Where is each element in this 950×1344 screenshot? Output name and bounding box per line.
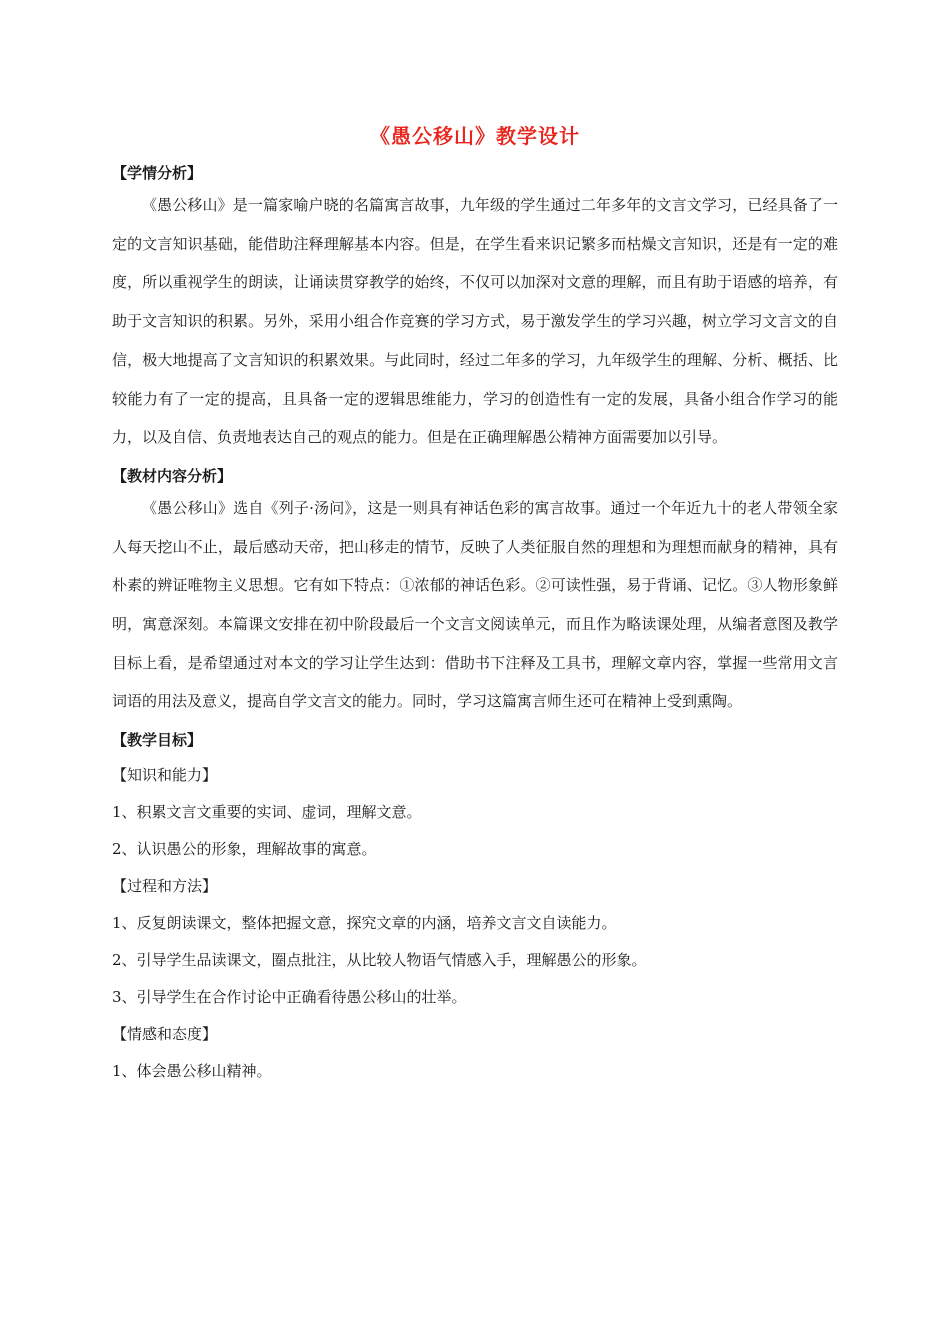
section-heading-teaching-goals: 【教学目标】: [112, 731, 203, 750]
subheading-knowledge-ability: 【知识和能力】: [112, 766, 218, 785]
student-analysis-paragraph: 《愚公移山》是一篇家喻户晓的名篇寓言故事，九年级的学生通过二年多年的文言文学习，已经具备了一定的文言知识基础，能借助注释理解基本内容。但是，在学生看来识记繁多而枯燥文言知识，还是有一定的难度，所以重视学生的朗读，让诵读贯穿教学的始终，不仅可以加深对文意的理解，而且有助于语感的培养，有助于文言知识的积累。另外，采用小组合作竞赛的学习方式，易于激发学生的学习兴趣，树立学习文言文的自信，极大地提高了文言知识的积累效果。与此同时，经过二年多的学习，九年级学生的理解、分析、概括、比较能力有了一定的提高，且具备一定的逻辑思维能力，学习的创造性有一定的发展，具备小组合作学习的能力，以及自信、负责地表达自己的观点的能力。但是在正确理解愚公精神方面需要加以引导。: [112, 196, 838, 447]
list-item: 3、引导学生在合作讨论中正确看待愚公移山的壮举。: [112, 988, 467, 1007]
document-body: [112, 160, 838, 1090]
document-title: 《愚公移山》教学设计: [370, 124, 580, 148]
list-item: 2、认识愚公的形象，理解故事的寓意。: [112, 840, 377, 859]
material-analysis-paragraph: 《愚公移山》选自《列子·汤问》，这是一则具有神话色彩的寓言故事。通过一个年近九十的老人带领全家人每天挖山不止，最后感动天帝，把山移走的情节，反映了人类征服自然的理想和为理想而献身的精神，具有朴素的辨证唯物主义思想。它有如下特点：①浓郁的神话色彩。②可读性强，易于背诵、记忆。③人物形象鲜明，寓意深刻。本篇课文安排在初中阶段最后一个文言文阅读单元，而且作为略读课处理，从编者意图及教学目标上看，是希望通过对本文的学习让学生达到：借助书下注释及工具书，理解文章内容，掌握一些常用文言词语的用法及意义，提高自学文言文的能力。同时，学习这篇寓言师生还可在精神上受到熏陶。: [112, 498, 838, 711]
section-heading-material-analysis: 【教材内容分析】: [112, 466, 233, 485]
list-item: 1、积累文言文重要的实词、虚词，理解文意。: [112, 803, 422, 822]
list-item: 1、体会愚公移山精神。: [112, 1062, 272, 1081]
list-item: 2、引导学生品读课文，圈点批注，从比较人物语气情感入手，理解愚公的形象。: [112, 951, 647, 970]
list-item: 1、反复朗读课文，整体把握文意，探究文章的内涵，培养文言文自读能力。: [112, 914, 617, 933]
subheading-emotion-attitude: 【情感和态度】: [112, 1025, 218, 1044]
subheading-process-method: 【过程和方法】: [112, 877, 218, 896]
section-heading-student-analysis: 【学情分析】: [112, 164, 203, 182]
